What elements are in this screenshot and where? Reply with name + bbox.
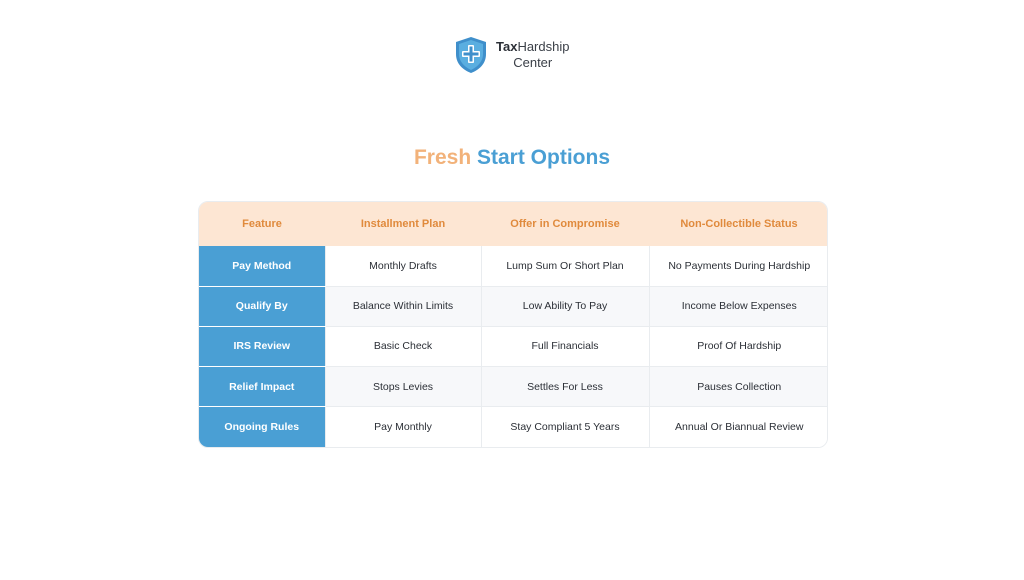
column-header: Feature [199, 202, 325, 246]
row-header: Ongoing Rules [199, 407, 325, 447]
brand-name-bold: Tax [496, 39, 518, 54]
page-title-part1: Fresh [413, 146, 472, 169]
table-cell: Settles For Less [481, 367, 649, 407]
table-cell: Stops Levies [325, 367, 481, 407]
table-row [199, 326, 828, 366]
table-cell: Annual Or Biannual Review [649, 407, 828, 447]
column-header: Installment Plan [325, 202, 481, 246]
page-title [0, 146, 1024, 170]
brand-logo [454, 36, 569, 74]
row-header: Qualify By [199, 286, 325, 326]
table-header-row [199, 202, 828, 246]
table-cell: Monthly Drafts [325, 246, 481, 286]
table-row [199, 286, 828, 326]
table-cell: Pay Monthly [325, 407, 481, 447]
page-title-part2: Start Options [477, 146, 611, 169]
table-row [199, 367, 828, 407]
brand-name-line2: Center [513, 55, 553, 70]
table-cell: Proof Of Hardship [649, 326, 828, 366]
table-cell: Stay Compliant 5 Years [481, 407, 649, 447]
comparison-table [198, 201, 828, 448]
column-header: Non-Collectible Status [649, 202, 828, 246]
shield-cross-icon [454, 36, 488, 74]
row-header: Pay Method [199, 246, 325, 286]
table-row [199, 246, 828, 286]
column-header: Offer in Compromise [481, 202, 649, 246]
table-cell: No Payments During Hardship [649, 246, 828, 286]
table-cell: Income Below Expenses [649, 286, 828, 326]
table-cell: Pauses Collection [649, 367, 828, 407]
brand-name-rest: Hardship [517, 39, 570, 54]
row-header: Relief Impact [199, 367, 325, 407]
table-row [199, 407, 828, 447]
table-cell: Low Ability To Pay [481, 286, 649, 326]
table-cell: Balance Within Limits [325, 286, 481, 326]
table-cell: Full Financials [481, 326, 649, 366]
table-cell: Basic Check [325, 326, 481, 366]
brand-name [496, 39, 569, 71]
row-header: IRS Review [199, 326, 325, 366]
table-cell: Lump Sum Or Short Plan [481, 246, 649, 286]
